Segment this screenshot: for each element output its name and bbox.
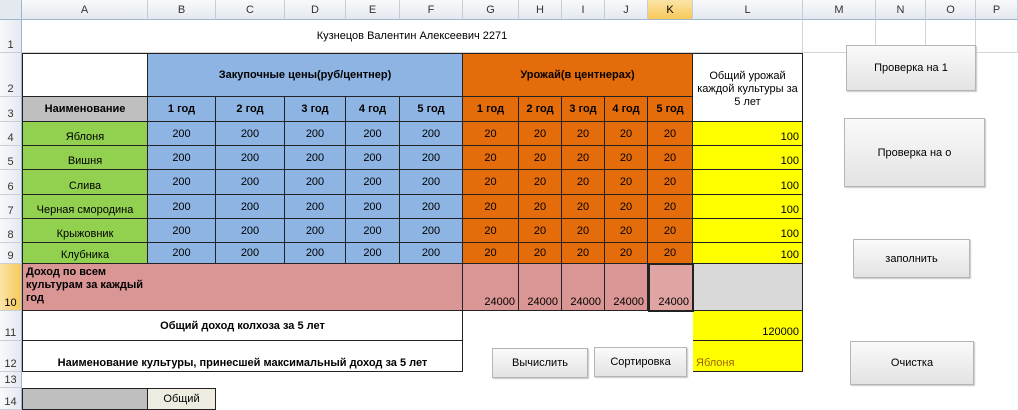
price-cell[interactable]: 200 xyxy=(148,122,216,146)
income-year-cell[interactable]: 24000 xyxy=(648,264,693,311)
price-cell[interactable]: 200 xyxy=(148,243,216,264)
row-header-4[interactable]: 4 xyxy=(0,122,22,146)
column-header-k[interactable]: K xyxy=(648,0,693,20)
harvest-year-header-5[interactable]: 5 год xyxy=(648,97,693,122)
column-header-p[interactable]: P xyxy=(976,0,1018,20)
cell-a14[interactable] xyxy=(22,388,148,410)
price-cell[interactable]: 200 xyxy=(216,195,285,219)
income-row-label[interactable] xyxy=(22,264,463,311)
column-header-h[interactable]: H xyxy=(519,0,562,20)
row-header-11[interactable]: 11 xyxy=(0,311,22,341)
crop-name[interactable]: Яблоня xyxy=(22,122,148,146)
price-cell[interactable]: 200 xyxy=(216,146,285,170)
price-cell[interactable]: 200 xyxy=(148,146,216,170)
crop-name[interactable]: Слива xyxy=(22,170,148,195)
income-year-cell[interactable]: 24000 xyxy=(605,264,648,311)
column-header-f[interactable]: F xyxy=(400,0,463,20)
title-cell[interactable]: Кузнецов Валентин Алексеевич 2271 xyxy=(22,20,803,53)
harvest-cell[interactable]: 20 xyxy=(463,195,519,219)
price-cell[interactable]: 200 xyxy=(400,146,463,170)
fill-button[interactable]: заполнить xyxy=(853,239,970,278)
total-harvest-header[interactable] xyxy=(693,53,803,122)
harvest-year-header-2[interactable]: 2 год xyxy=(519,97,562,122)
row-header-7[interactable]: 7 xyxy=(0,195,22,219)
harvest-cell[interactable]: 20 xyxy=(519,170,562,195)
name-header[interactable]: Наименование xyxy=(22,97,148,122)
cell-a2[interactable] xyxy=(22,53,148,97)
price-cell[interactable]: 200 xyxy=(285,243,346,264)
income-year-cell[interactable]: 24000 xyxy=(463,264,519,311)
price-cell[interactable]: 200 xyxy=(400,195,463,219)
price-cell[interactable]: 200 xyxy=(346,170,400,195)
column-header-i[interactable]: I xyxy=(562,0,605,20)
price-cell[interactable]: 200 xyxy=(148,170,216,195)
income-year-cell[interactable]: 24000 xyxy=(519,264,562,311)
price-year-header-5[interactable]: 5 год xyxy=(400,97,463,122)
income-year-cell[interactable]: 24000 xyxy=(562,264,605,311)
compute-button[interactable]: Вычислить xyxy=(492,348,588,378)
row-header-14[interactable]: 14 xyxy=(0,388,22,410)
check-1-button[interactable]: Проверка на 1 xyxy=(846,45,976,91)
harvest-cell[interactable]: 20 xyxy=(562,122,605,146)
row-header-5[interactable]: 5 xyxy=(0,146,22,170)
price-year-header-2[interactable]: 2 год xyxy=(216,97,285,122)
total-harvest-header-text: Общий урожай каждой культуры за 5 лет xyxy=(697,70,798,108)
harvest-cell[interactable]: 20 xyxy=(605,243,648,264)
clear-button[interactable]: Очистка xyxy=(850,341,974,385)
harvest-cell[interactable]: 20 xyxy=(648,170,693,195)
harvest-cell[interactable]: 20 xyxy=(463,170,519,195)
crop-name[interactable]: Крыжовник xyxy=(22,219,148,243)
harvest-year-header-1[interactable]: 1 год xyxy=(463,97,519,122)
harvest-cell[interactable]: 20 xyxy=(463,146,519,170)
harvest-cell[interactable]: 20 xyxy=(519,195,562,219)
total-harvest-cell[interactable]: 100 xyxy=(693,146,803,170)
row-header-13[interactable]: 13 xyxy=(0,372,22,388)
price-cell[interactable]: 200 xyxy=(216,243,285,264)
cell-b14[interactable]: Общий xyxy=(148,388,216,410)
harvest-year-header-4[interactable]: 4 год xyxy=(605,97,648,122)
harvest-cell[interactable]: 20 xyxy=(562,170,605,195)
total-harvest-cell[interactable]: 100 xyxy=(693,170,803,195)
price-cell[interactable]: 200 xyxy=(400,243,463,264)
price-year-header-4[interactable]: 4 год xyxy=(346,97,400,122)
harvest-cell[interactable]: 20 xyxy=(562,219,605,243)
income-row-label-text: Доход по всем культурам за каждый год xyxy=(26,266,143,304)
harvest-cell[interactable]: 20 xyxy=(648,243,693,264)
harvest-cell[interactable]: 20 xyxy=(463,243,519,264)
harvest-cell[interactable]: 20 xyxy=(605,170,648,195)
column-header-m[interactable]: M xyxy=(803,0,876,20)
row-header-3[interactable]: 3 xyxy=(0,97,22,122)
harvest-cell[interactable]: 20 xyxy=(605,122,648,146)
harvest-cell[interactable]: 20 xyxy=(463,219,519,243)
price-cell[interactable]: 200 xyxy=(346,219,400,243)
column-header-n[interactable]: N xyxy=(876,0,926,20)
harvest-cell[interactable]: 20 xyxy=(562,243,605,264)
price-cell[interactable]: 200 xyxy=(216,170,285,195)
price-cell[interactable]: 200 xyxy=(216,122,285,146)
crop-name[interactable]: Клубника xyxy=(22,243,148,264)
harvest-cell[interactable]: 20 xyxy=(562,146,605,170)
column-header-c[interactable]: C xyxy=(216,0,285,20)
harvest-cell[interactable]: 20 xyxy=(648,146,693,170)
price-cell[interactable]: 200 xyxy=(346,195,400,219)
total-income-label[interactable]: Общий доход колхоза за 5 лет xyxy=(22,311,463,341)
sort-button[interactable]: Сортировка xyxy=(594,347,687,377)
price-cell[interactable]: 200 xyxy=(285,195,346,219)
column-header-e[interactable]: E xyxy=(346,0,400,20)
column-header-o[interactable]: O xyxy=(926,0,976,20)
harvest-cell[interactable]: 20 xyxy=(562,195,605,219)
price-cell[interactable]: 200 xyxy=(346,146,400,170)
price-cell[interactable]: 200 xyxy=(346,122,400,146)
price-cell[interactable]: 200 xyxy=(400,170,463,195)
row-header-1[interactable]: 1 xyxy=(0,20,22,53)
harvest-cell[interactable]: 20 xyxy=(648,122,693,146)
check-0-button[interactable]: Проверка на о xyxy=(844,118,985,187)
harvest-year-header-3[interactable]: 3 год xyxy=(562,97,605,122)
harvest-cell[interactable]: 20 xyxy=(519,146,562,170)
price-cell[interactable]: 200 xyxy=(346,243,400,264)
price-cell[interactable]: 200 xyxy=(148,219,216,243)
harvest-cell[interactable]: 20 xyxy=(519,243,562,264)
purchase-prices-header[interactable]: Закупочные цены(руб/центнер) xyxy=(148,53,463,97)
column-header-a[interactable]: A xyxy=(22,0,148,20)
column-header-g[interactable]: G xyxy=(463,0,519,20)
harvest-header[interactable]: Урожай(в центнерах) xyxy=(463,53,693,97)
harvest-cell[interactable]: 20 xyxy=(605,195,648,219)
column-header-j[interactable]: J xyxy=(605,0,648,20)
max-crop-label[interactable]: Наименование культуры, принесшей максимальный доход за 5 лет xyxy=(22,341,463,372)
column-header-d[interactable]: D xyxy=(285,0,346,20)
row-header-10[interactable]: 10 xyxy=(0,264,22,311)
harvest-cell[interactable]: 20 xyxy=(463,122,519,146)
harvest-cell[interactable]: 20 xyxy=(648,195,693,219)
column-header-b[interactable]: B xyxy=(148,0,216,20)
crop-name[interactable]: Черная смородина xyxy=(22,195,148,219)
row-header-2[interactable]: 2 xyxy=(0,53,22,97)
harvest-cell[interactable]: 20 xyxy=(519,219,562,243)
harvest-cell[interactable]: 20 xyxy=(519,122,562,146)
price-cell[interactable]: 200 xyxy=(285,146,346,170)
total-harvest-cell[interactable]: 100 xyxy=(693,195,803,219)
price-cell[interactable]: 200 xyxy=(148,195,216,219)
harvest-cell[interactable]: 20 xyxy=(605,146,648,170)
price-year-header-1[interactable]: 1 год xyxy=(148,97,216,122)
price-cell[interactable]: 200 xyxy=(216,219,285,243)
price-cell[interactable]: 200 xyxy=(285,170,346,195)
select-all-corner[interactable] xyxy=(0,0,22,20)
price-cell[interactable]: 200 xyxy=(400,219,463,243)
price-cell[interactable]: 200 xyxy=(285,122,346,146)
row-header-12[interactable]: 12 xyxy=(0,341,22,372)
max-crop-value[interactable]: Яблоня xyxy=(693,341,803,372)
price-year-header-3[interactable]: 3 год xyxy=(285,97,346,122)
harvest-cell[interactable]: 20 xyxy=(605,219,648,243)
row-header-9[interactable]: 9 xyxy=(0,243,22,264)
crop-name[interactable]: Вишня xyxy=(22,146,148,170)
total-harvest-cell[interactable]: 100 xyxy=(693,122,803,146)
row-header-6[interactable]: 6 xyxy=(0,170,22,195)
total-harvest-cell[interactable]: 100 xyxy=(693,243,803,264)
row-header-8[interactable]: 8 xyxy=(0,219,22,243)
price-cell[interactable]: 200 xyxy=(285,219,346,243)
column-header-l[interactable]: L xyxy=(693,0,803,20)
harvest-cell[interactable]: 20 xyxy=(648,219,693,243)
cell-p1[interactable] xyxy=(976,20,1018,53)
total-income-value[interactable]: 120000 xyxy=(693,311,803,341)
total-harvest-cell[interactable]: 100 xyxy=(693,219,803,243)
cell-l10[interactable] xyxy=(693,264,803,311)
price-cell[interactable]: 200 xyxy=(400,122,463,146)
